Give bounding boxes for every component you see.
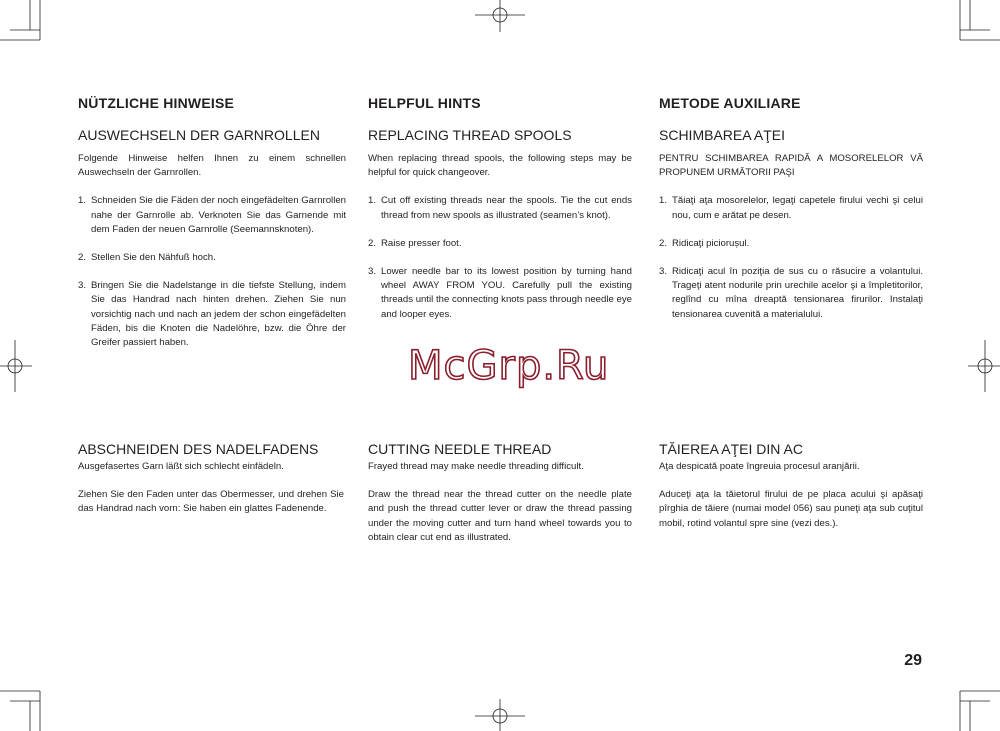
german-intro: Folgende Hinweise helfen Ihnen zu einem schnellen Auswechseln der Garnrollen.: [78, 153, 346, 179]
step-text: Tăiaţi aţa mosorelelor, legaţi capetele firului vechi şi celui nou, cum e arătat pe desen.: [672, 195, 923, 221]
english-intro: When replacing thread spools, the following steps may be helpful for quick changeover.: [368, 153, 632, 179]
step-text: Bringen Sie die Nadelstange in die tiefste Stellung, indem Sie das Handrad nach hinten drehen. Ziehen Sie nun vorsichtig nach und nach an jedem der schon eingefädelten Fäden, bis die Knoten die Nadelöhre, bzw. die Öhre der Greifer passiert haben.: [91, 280, 346, 349]
step-number: 1.: [78, 195, 87, 207]
list-item: [659, 194, 923, 222]
romanian-heading: METODE AUXILIARE: [659, 95, 801, 111]
step-number: 1.: [659, 195, 668, 207]
english-cut-intro: Frayed thread may make needle threading difficult.: [368, 461, 584, 472]
english-heading: HELPFUL HINTS: [368, 95, 481, 111]
step-number: 3.: [368, 266, 377, 278]
romanian-cut-heading: TĂIEREA AŢEI DIN AC: [659, 441, 803, 457]
watermark-logo: McGrp.Ru: [408, 343, 610, 389]
german-subheading: AUSWECHSELN DER GARNROLLEN: [78, 127, 320, 143]
english-cut-heading: CUTTING NEEDLE THREAD: [368, 441, 552, 457]
english-cut-text: Draw the thread near the thread cutter on the needle plate and push the thread cutter lever or draw the thread passing under the moving cutter and turn hand wheel towards you to obtain clear cut end as illustrated.: [368, 489, 632, 543]
romanian-cut-section: [659, 440, 923, 545]
step-number: 3.: [659, 266, 668, 278]
german-cut-intro: Ausgefasertes Garn läßt sich schlecht einfädeln.: [78, 461, 284, 472]
step-number: 2.: [659, 237, 668, 249]
step-number: 2.: [78, 252, 87, 264]
page-number: 29: [904, 652, 922, 669]
list-item: [368, 265, 632, 322]
romanian-column: [659, 94, 923, 336]
english-steps: [368, 194, 632, 321]
romanian-cut-text: Aduceţi aţa la tăietorul firului de pe placa acului şi apăsaţi pîrghia de tăiere (numai model 056) sau puneţi aţa sub cuţitul mobil, rotind volantul spre sine (vezi des.).: [659, 489, 923, 529]
list-item: [368, 194, 632, 222]
german-cut-section: [78, 440, 344, 531]
german-cut-heading: ABSCHNEIDEN DES NADELFADENS: [78, 441, 319, 457]
romanian-steps: [659, 194, 923, 321]
step-number: 1.: [368, 195, 377, 207]
romanian-cut-intro: Aţa despicată poate îngreuia procesul aranjării.: [659, 461, 860, 472]
list-item: [368, 237, 632, 251]
step-text: Raise presser foot.: [381, 237, 462, 249]
step-number: 2.: [368, 237, 377, 249]
step-text: Schneiden Sie die Fäden der noch eingefädelten Garnrollen nahe der Garnrolle ab. Verknoten Sie das Garnende mit dem Faden der neuen Garnrolle (Seemannsknoten).: [91, 195, 346, 235]
list-item: [78, 279, 346, 350]
step-text: Stellen Sie den Nähfuß hoch.: [91, 252, 216, 264]
german-cut-text: Ziehen Sie den Faden unter das Obermesser, und drehen Sie das Handrad nach vorn: Sie haben ein glattes Fadenende.: [78, 489, 344, 515]
list-item: [659, 265, 923, 322]
list-item: [78, 251, 346, 265]
list-item: [78, 194, 346, 237]
step-text: Cut off existing threads near the spools. Tie the cut ends thread from new spools as illustrated (seamen’s knot).: [381, 195, 632, 221]
english-column: [368, 94, 632, 336]
step-text: Ridicaţi piciorușul.: [672, 237, 750, 249]
step-text: Ridicaţi acul în poziţia de sus cu o răsucire a volantului. Trageţi atent nodurile prin urechile acelor şi a împletitorilor, reglînd cu mîna dreaptă tensionarea firurilor. Instalaţi tensionarea cuvenită a materialului.: [672, 266, 923, 320]
german-steps: [78, 194, 346, 350]
romanian-subheading: SCHIMBAREA AŢEI: [659, 127, 786, 143]
english-cut-section: [368, 440, 632, 559]
list-item: [659, 237, 923, 251]
step-number: 3.: [78, 280, 87, 292]
step-text: Lower needle bar to its lowest position by turning hand wheel AWAY FROM YOU. Carefully pull the existing threads until the connecting knots pass through needle eye and looper eyes.: [381, 266, 632, 320]
romanian-intro: PENTRU SCHIMBAREA RAPIDĂ A MOSORELELOR VĂ PROPUNEM URMĂTORII PAŞI: [659, 153, 923, 179]
english-subheading: REPLACING THREAD SPOOLS: [368, 127, 572, 143]
german-heading: NÜTZLICHE HINWEISE: [78, 95, 235, 111]
german-column: [78, 94, 346, 364]
